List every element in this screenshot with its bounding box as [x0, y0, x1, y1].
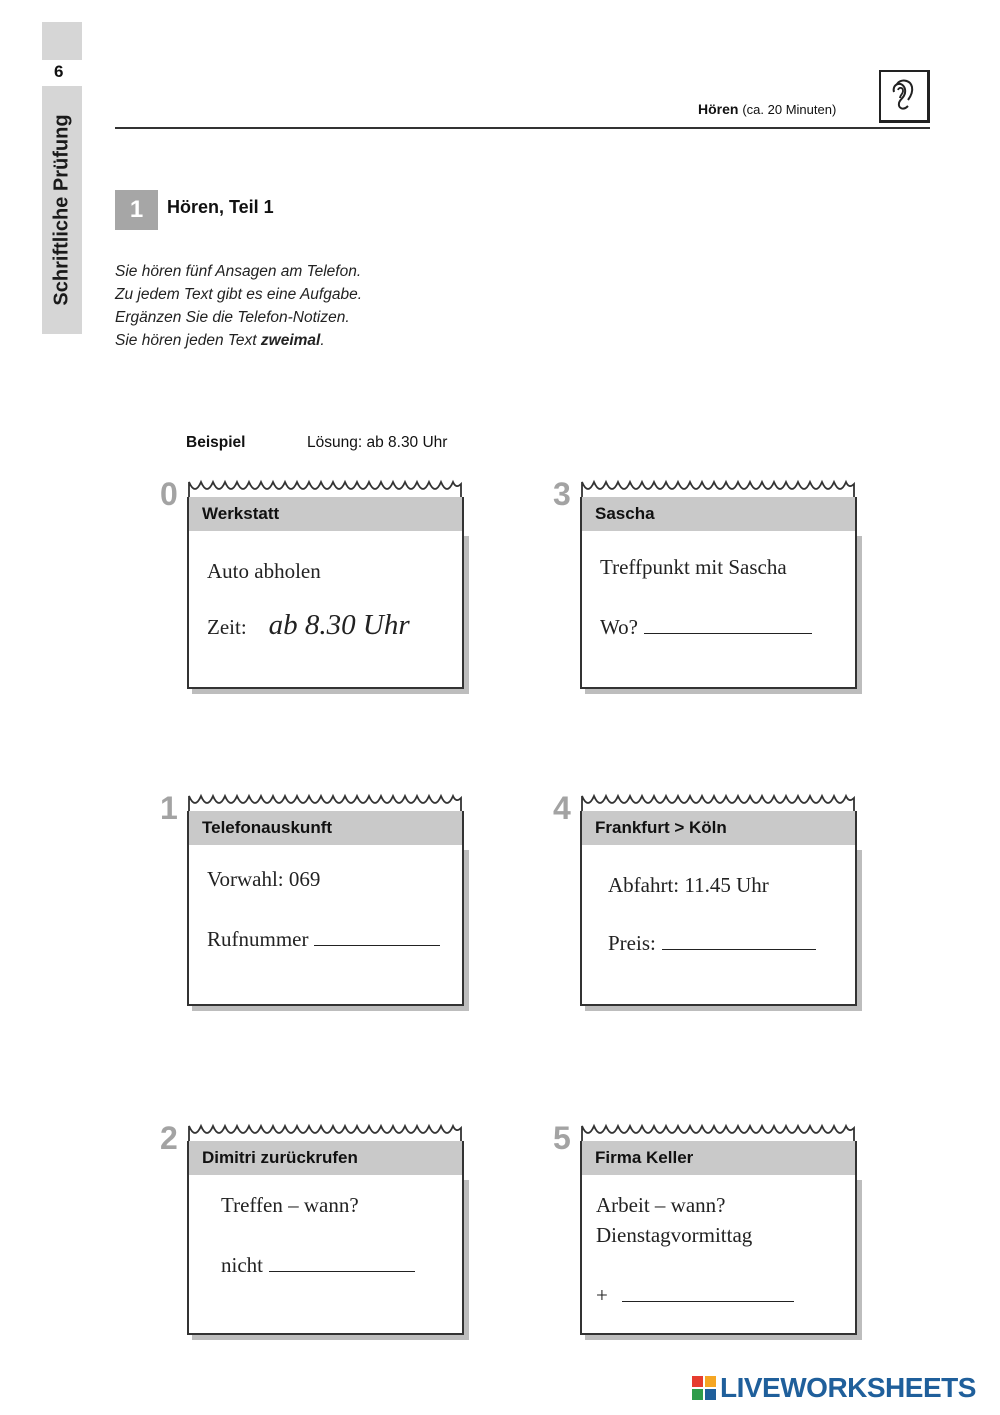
instruction-text: . — [320, 332, 325, 349]
card-line: Auto abholen — [207, 559, 321, 583]
card-line: Treffpunkt mit Sascha — [600, 555, 787, 579]
card-label: + — [596, 1283, 608, 1307]
header-subtitle: (ca. 20 Minuten) — [742, 102, 837, 117]
card-number: 3 — [553, 476, 571, 512]
card-label: Rufnummer — [207, 927, 309, 951]
instruction-text: Sie hören jeden Text — [115, 332, 261, 349]
card-title: Firma Keller — [580, 1141, 857, 1175]
instructions — [115, 260, 362, 352]
card-answer-line — [221, 1251, 415, 1278]
logo-text: LIVEWORKSHEETS — [720, 1372, 976, 1403]
card-title: Werkstatt — [187, 497, 464, 531]
card-body — [187, 531, 464, 689]
card-body — [580, 845, 857, 1006]
example-solution: Lösung: ab 8.30 Uhr — [307, 434, 448, 451]
card-body — [580, 1175, 857, 1335]
side-tab-label: Schriftliche Prüfung — [50, 114, 73, 306]
card-answer-line — [608, 929, 816, 956]
card-title: Dimitri zurückrufen — [187, 1141, 464, 1175]
page-number: 6 — [54, 62, 64, 81]
answer-blank[interactable] — [662, 929, 816, 950]
card-title: Telefonauskunft — [187, 811, 464, 845]
card-number: 2 — [160, 1120, 178, 1156]
card-answer-line — [207, 925, 440, 952]
card-body — [580, 531, 857, 689]
instruction-line: Zu jedem Text gibt es eine Aufgabe. — [115, 286, 363, 303]
card-body — [187, 1175, 464, 1335]
card-line: Abfahrt: 11.45 Uhr — [608, 873, 769, 897]
answer-blank[interactable] — [269, 1251, 415, 1272]
card-line: Arbeit – wann? — [596, 1193, 726, 1217]
card-number: 1 — [160, 790, 178, 826]
logo-grid-icon — [692, 1376, 716, 1400]
card-number: 5 — [553, 1120, 571, 1156]
header-rule — [115, 127, 930, 129]
card-line: Dienstagvormittag — [596, 1223, 753, 1247]
ear-icon-box — [879, 70, 930, 123]
card-line: Treffen – wann? — [221, 1193, 359, 1217]
instruction-emphasis: zweimal — [260, 332, 321, 349]
card-answer-line — [596, 1281, 794, 1308]
card-label: Wo? — [600, 615, 638, 639]
card-label: Preis: — [608, 931, 656, 955]
card-label: Zeit: — [207, 615, 247, 639]
instruction-line: Sie hören fünf Ansagen am Telefon. — [115, 263, 362, 280]
card-number: 4 — [553, 790, 571, 826]
card-body — [187, 845, 464, 1006]
answer-blank[interactable] — [644, 613, 812, 634]
header-label — [698, 101, 836, 117]
card-line: Vorwahl: 069 — [207, 867, 321, 891]
card-title: Sascha — [580, 497, 857, 531]
instruction-line: Ergänzen Sie die Telefon-Notizen. — [115, 309, 350, 326]
instruction-line — [115, 329, 362, 352]
logo-square-v — [692, 1389, 703, 1400]
side-tab-block — [42, 22, 82, 60]
example-answer: ab 8.30 Uhr — [268, 609, 410, 641]
logo-square-l — [692, 1376, 703, 1387]
card-title: Frankfurt > Köln — [580, 811, 857, 845]
card-label: nicht — [221, 1253, 263, 1277]
header-title: Hören — [698, 101, 739, 117]
answer-blank[interactable] — [314, 925, 440, 946]
section-title: Hören, Teil 1 — [167, 197, 274, 217]
card-number: 0 — [160, 476, 178, 512]
example-label: Beispiel — [186, 434, 246, 451]
ear-icon — [890, 78, 916, 112]
liveworksheets-logo — [692, 1372, 976, 1404]
logo-square-e — [705, 1389, 716, 1400]
card-answer-line — [600, 613, 812, 640]
answer-blank[interactable] — [622, 1281, 794, 1302]
card-answer-line — [207, 609, 410, 642]
section-number: 1 — [115, 190, 158, 230]
logo-square-i — [705, 1376, 716, 1387]
